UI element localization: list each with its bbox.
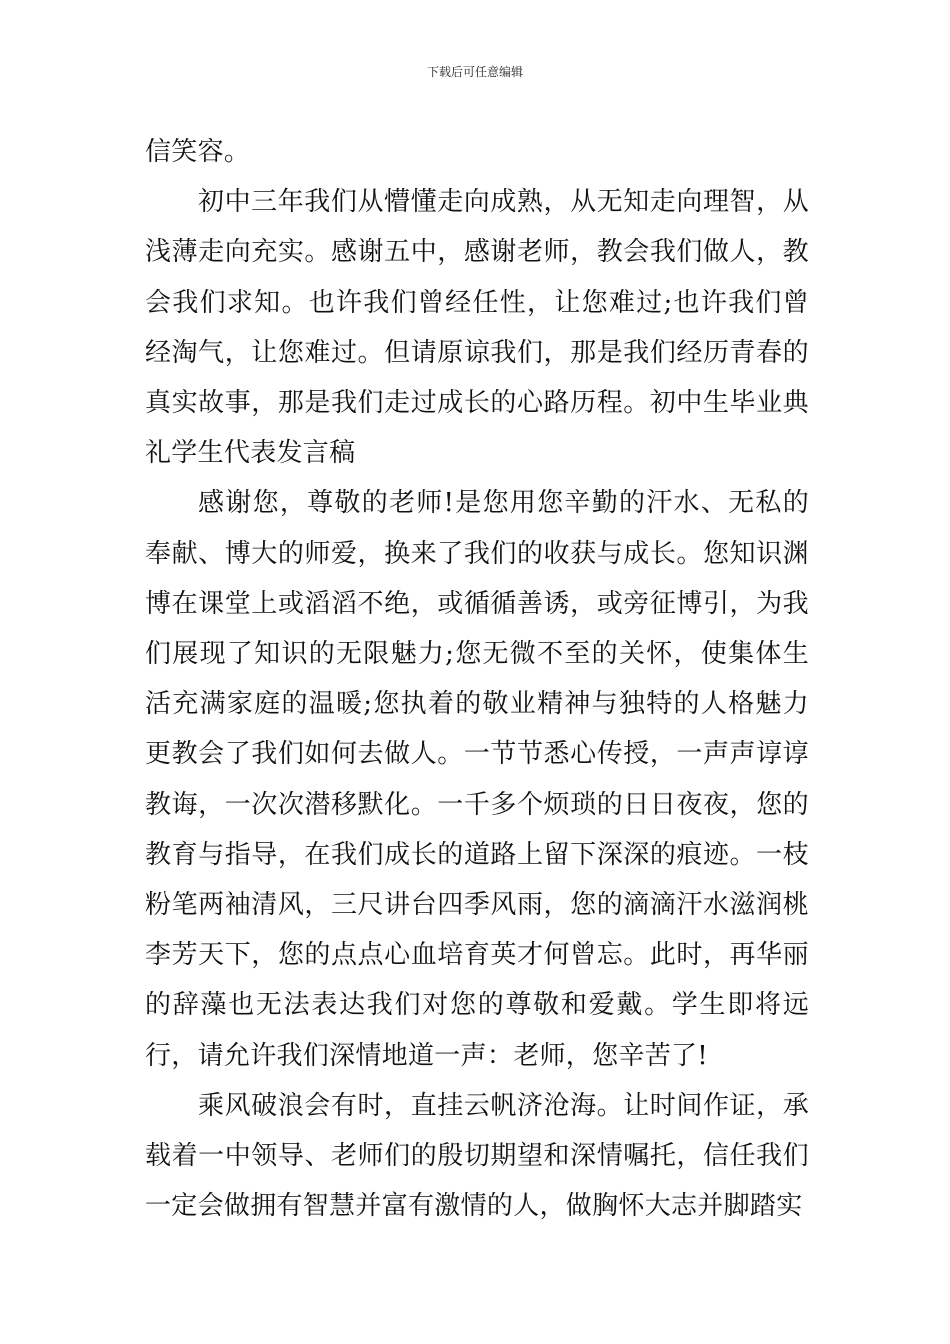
paragraph-thanks-teachers: 感谢您，尊敬的老师!是您用您辛勤的汗水、无私的奉献、博大的师爱，换来了我们的收获与成长。您知识渊博在课堂上或滔滔不绝，或循循善诱，或旁征博引，为我们展现了知识的无限魅力;您无微不至的关怀，使集体生活充满家庭的温暖;您执着的敬业精神与独特的人格魅力更教会了我们如何去做人。一节节悉心传授，一声声谆谆教诲，一次次潜移默化。一千多个烦琐的日日夜夜，您的教育与指导，在我们成长的道路上留下深深的痕迹。一枝粉笔两袖清风，三尺讲台四季风雨，您的滴滴汗水滋润桃李芳天下，您的点点心血培育英才何曾忘。此时，再华丽的辞藻也无法表达我们对您的尊敬和爱戴。学生即将远行，请允许我们深情地道一声：老师，您辛苦了! [145, 488, 809, 1071]
document-body [145, 127, 809, 1231]
paragraph-continuation: 信笑容。 [145, 137, 251, 167]
paragraph-junior-high-years: 初中三年我们从懵懂走向成熟，从无知走向理智，从浅薄走向充实。感谢五中，感谢老师，教会我们做人，教会我们求知。也许我们曾经任性，让您难过;也许我们曾经淘气，让您难过。但请原谅我们，那是我们经历青春的真实故事，那是我们走过成长的心路历程。初中生毕业典礼学生代表发言稿 [145, 187, 809, 469]
paragraph-future-aspirations: 乘风破浪会有时，直挂云帆济沧海。让时间作证，承载着一中领导、老师们的殷切期望和深情嘱托，信任我们一定会做拥有智慧并富有激情的人，做胸怀大志并脚踏实 [145, 1090, 809, 1222]
page-header-note: 下载后可任意编辑 [426, 65, 523, 79]
